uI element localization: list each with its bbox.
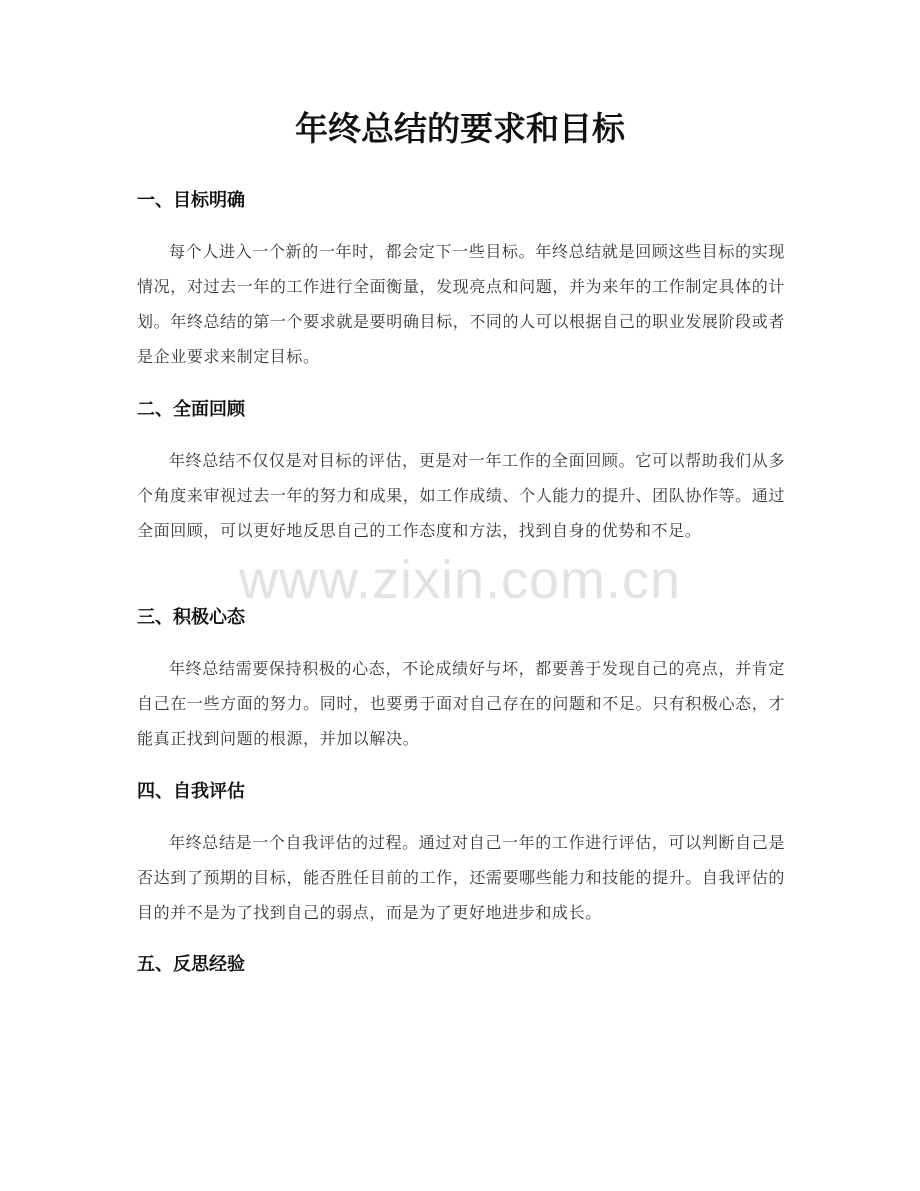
section-body-3: 年终总结需要保持积极的心态，不论成绩好与坏，都要善于发现自己的亮点，并肯定自己在一些方面的努力。同时，也要勇于面对自己存在的问题和不足。只有积极心态，才能真正找到问题的根源，并加以解决。 bbox=[137, 659, 785, 748]
section-body-4: 年终总结是一个自我评估的过程。通过对自己一年的工作进行评估，可以判断自己是否达到了预期的目标，能否胜任目前的工作，还需要哪些能力和技能的提升。自我评估的目的并不是为了找到自己的弱点，而是为了更好地进步和成长。 bbox=[137, 833, 785, 922]
section-heading-5: 五、反思经验 bbox=[137, 954, 245, 975]
section-heading-3: 三、积极心态 bbox=[137, 607, 245, 628]
page-title: 年终总结的要求和目标 bbox=[295, 109, 625, 148]
watermark-text: www.zixin.com.cn bbox=[238, 550, 682, 610]
section-body-1: 每个人进入一个新的一年时，都会定下一些目标。年终总结就是回顾这些目标的实现情况，对过去一年的工作进行全面衡量，发现亮点和问题，并为来年的工作制定具体的计划。年终总结的第一个要求就是要明确目标，不同的人可以根据自己的职业发展阶段或者是企业要求来制定目标。 bbox=[137, 242, 785, 366]
section-heading-1: 一、目标明确 bbox=[137, 190, 245, 211]
section-body-2: 年终总结不仅仅是对目标的评估，更是对一年工作的全面回顾。它可以帮助我们从多个角度来审视过去一年的努力和成果，如工作成绩、个人能力的提升、团队协作等。通过全面回顾，可以更好地反思自己的工作态度和方法，找到自身的优势和不足。 bbox=[137, 451, 785, 540]
section-heading-2: 二、全面回顾 bbox=[137, 399, 245, 420]
section-heading-4: 四、自我评估 bbox=[137, 781, 245, 802]
